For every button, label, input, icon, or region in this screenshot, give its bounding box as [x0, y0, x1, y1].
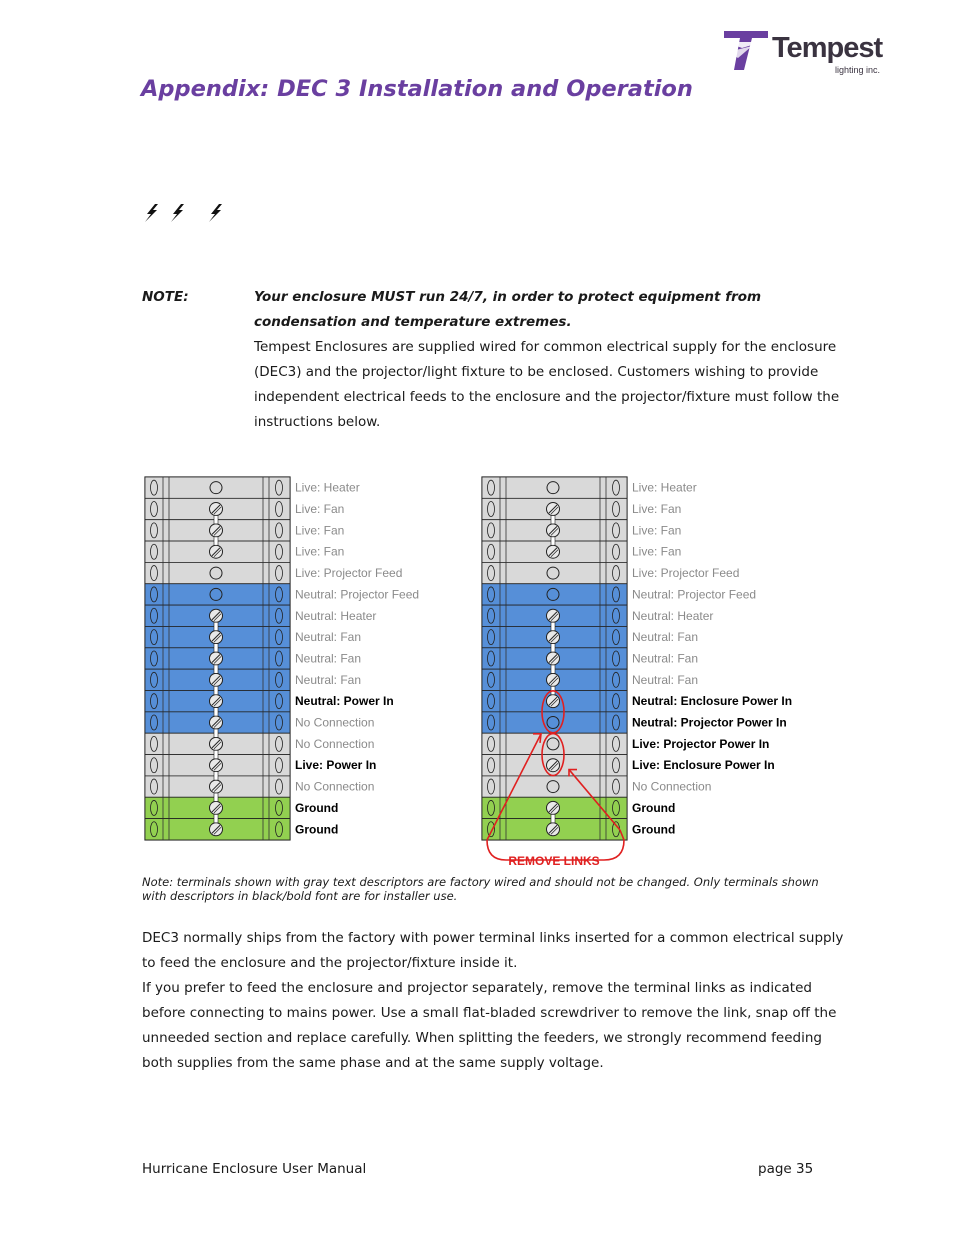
terminal-link	[214, 516, 218, 524]
wire-entry-icon	[276, 694, 283, 709]
body-paragraph-1: DEC3 normally ships from the factory with power terminal links inserted for a common electrical supply to feed the enclosure and the projector/fixture inside it.	[142, 930, 844, 971]
terminal-link	[214, 644, 218, 652]
terminal-link	[214, 686, 218, 694]
terminal-label: Neutral: Heater	[295, 608, 377, 623]
terminal-link	[214, 665, 218, 673]
right-terminal-block	[482, 477, 792, 840]
tempest-logo-icon	[722, 28, 770, 72]
terminal-row	[145, 584, 290, 605]
logo-tagline: lighting inc.	[835, 65, 881, 75]
terminal-row	[145, 562, 290, 583]
terminal-link	[214, 814, 218, 822]
wire-entry-icon	[488, 608, 495, 623]
terminal-label: Live: Heater	[295, 480, 360, 495]
terminal-hole-icon	[547, 781, 559, 793]
terminal-hole-icon	[547, 482, 559, 494]
wire-entry-icon	[613, 715, 620, 730]
terminal-label: Neutral: Fan	[295, 651, 362, 666]
wire-entry-icon	[276, 672, 283, 687]
terminal-hole-icon	[547, 717, 559, 729]
terminal-label: Live: Fan	[632, 523, 682, 538]
terminal-link	[214, 729, 218, 737]
wire-entry-icon	[151, 502, 158, 517]
terminal-label: Neutral: Fan	[632, 630, 699, 645]
terminal-link	[214, 708, 218, 716]
wire-entry-icon	[488, 587, 495, 602]
terminal-label: Live: Fan	[632, 544, 682, 559]
wire-entry-icon	[488, 480, 495, 495]
wire-entry-icon	[613, 651, 620, 666]
logo-wordmark: Tempest	[772, 32, 883, 64]
wire-entry-icon	[613, 523, 620, 538]
wire-entry-icon	[276, 715, 283, 730]
wire-entry-icon	[151, 715, 158, 730]
wire-entry-icon	[276, 587, 283, 602]
terminal-label: No Connection	[295, 736, 375, 751]
terminal-link	[214, 772, 218, 780]
terminal-label: Neutral: Projector Power In	[632, 715, 787, 730]
wire-entry-icon	[276, 822, 283, 837]
wire-entry-icon	[488, 694, 495, 709]
wire-entry-icon	[488, 736, 495, 751]
wire-entry-icon	[613, 672, 620, 687]
terminal-label: Live: Fan	[295, 523, 345, 538]
terminal-row	[482, 712, 627, 733]
wire-entry-icon	[488, 672, 495, 687]
terminal-hole-icon	[210, 567, 222, 579]
terminal-row	[482, 584, 627, 605]
wire-entry-icon	[151, 587, 158, 602]
terminal-link	[214, 750, 218, 758]
wire-entry-icon	[276, 523, 283, 538]
left-terminal-block	[145, 477, 419, 840]
wire-entry-icon	[613, 566, 620, 581]
wire-entry-icon	[488, 822, 495, 837]
terminal-label: Live: Heater	[632, 480, 697, 495]
note-text: Tempest Enclosures are supplied wired for common electrical supply for the enclosure (DEC3) and the projector/light fixture to be enclosed. Customers wishing to provide independent electrical feeds to the enclosure and the projector/fixture must follow the instructions below.	[254, 339, 840, 430]
terminal-link	[214, 622, 218, 630]
tempest-logo	[722, 28, 897, 76]
wire-entry-icon	[151, 672, 158, 687]
wire-entry-icon	[151, 480, 158, 495]
terminal-label: Live: Projector Power In	[632, 736, 770, 751]
wire-entry-icon	[276, 544, 283, 559]
wire-entry-icon	[613, 608, 620, 623]
wire-entry-icon	[151, 694, 158, 709]
terminal-label: Neutral: Power In	[295, 694, 394, 709]
lightning-bolt-icons	[141, 200, 231, 224]
terminal-link	[214, 793, 218, 801]
terminal-link	[551, 665, 555, 673]
wire-entry-icon	[151, 822, 158, 837]
wire-entry-icon	[151, 523, 158, 538]
lightning-bolt-icon	[171, 204, 184, 222]
wire-entry-icon	[276, 502, 283, 517]
terminal-label: Neutral: Fan	[632, 672, 699, 687]
wire-entry-icon	[488, 502, 495, 517]
wire-entry-icon	[488, 800, 495, 815]
note-label: NOTE:	[142, 289, 189, 305]
terminal-link	[551, 516, 555, 524]
terminal-link	[551, 814, 555, 822]
terminal-label: No Connection	[295, 715, 375, 730]
wire-entry-icon	[151, 736, 158, 751]
wire-entry-icon	[613, 587, 620, 602]
page-title: Appendix: DEC 3 Installation and Operation	[141, 76, 693, 102]
terminal-hole-icon	[547, 738, 559, 750]
wire-entry-icon	[276, 630, 283, 645]
terminal-label: Neutral: Heater	[632, 608, 714, 623]
wire-entry-icon	[276, 608, 283, 623]
wire-entry-icon	[613, 736, 620, 751]
terminal-row	[482, 776, 627, 797]
remove-links-label: REMOVE LINKS	[508, 854, 600, 868]
wire-entry-icon	[151, 544, 158, 559]
terminal-hole-icon	[210, 482, 222, 494]
terminal-label: Live: Fan	[632, 502, 682, 517]
terminal-label: Neutral: Projector Feed	[295, 587, 420, 602]
wire-entry-icon	[613, 758, 620, 773]
terminal-hole-icon	[210, 588, 222, 600]
wire-entry-icon	[151, 566, 158, 581]
wire-entry-icon	[276, 651, 283, 666]
wire-entry-icon	[613, 779, 620, 794]
terminal-label: Neutral: Fan	[632, 651, 699, 666]
terminal-link	[551, 644, 555, 652]
body-text	[142, 926, 852, 1076]
terminal-label: Ground	[295, 822, 339, 837]
terminal-label: No Connection	[632, 779, 712, 794]
wire-entry-icon	[151, 758, 158, 773]
wire-entry-icon	[488, 523, 495, 538]
terminal-row	[145, 477, 290, 498]
terminal-label: Live: Power In	[295, 758, 377, 773]
terminal-label: Ground	[632, 800, 676, 815]
terminal-row	[482, 562, 627, 583]
wire-entry-icon	[276, 779, 283, 794]
wire-entry-icon	[613, 694, 620, 709]
terminal-hole-icon	[547, 588, 559, 600]
terminal-hole-icon	[547, 567, 559, 579]
wire-entry-icon	[613, 630, 620, 645]
diagram-footnote: Note: terminals shown with gray text descriptors are factory wired and should not be changed. Only terminals shown with descriptors in black/bold font are for installer use.	[142, 875, 819, 903]
wire-entry-icon	[488, 715, 495, 730]
terminal-block-diagrams	[0, 470, 954, 870]
wire-entry-icon	[613, 544, 620, 559]
terminal-label: Ground	[632, 822, 676, 837]
wire-entry-icon	[488, 544, 495, 559]
note-body	[254, 285, 854, 435]
wire-entry-icon	[276, 758, 283, 773]
wire-entry-icon	[276, 800, 283, 815]
wire-entry-icon	[613, 800, 620, 815]
lightning-bolt-icon	[209, 204, 222, 222]
terminal-label: Live: Fan	[295, 502, 345, 517]
terminal-row	[482, 477, 627, 498]
wire-entry-icon	[613, 502, 620, 517]
wire-entry-icon	[488, 779, 495, 794]
terminal-label: Neutral: Projector Feed	[632, 587, 757, 602]
terminal-row	[482, 755, 627, 776]
terminal-label: No Connection	[295, 779, 375, 794]
wire-entry-icon	[276, 480, 283, 495]
terminal-label: Neutral: Fan	[295, 672, 362, 687]
wire-entry-icon	[276, 736, 283, 751]
terminal-label: Neutral: Fan	[295, 630, 362, 645]
footer-page-number: page 35	[758, 1161, 814, 1177]
note-emphasis: Your enclosure MUST run 24/7, in order to protect equipment from condensation and temperature extremes.	[254, 289, 762, 330]
lightning-bolt-icon	[145, 204, 158, 222]
terminal-label: Ground	[295, 800, 339, 815]
wire-entry-icon	[151, 608, 158, 623]
wire-entry-icon	[151, 779, 158, 794]
wire-entry-icon	[613, 480, 620, 495]
body-paragraph-2: If you prefer to feed the enclosure and projector separately, remove the terminal links as indicated before connecting to mains power. Use a small flat-bladed screwdriver to remove the link, snap off the unneeded section and replace carefully. When splitting the feeders, we strongly recommend feeding both supplies from the same phase and at the same supply voltage.	[142, 980, 837, 1071]
wire-entry-icon	[276, 566, 283, 581]
wire-entry-icon	[151, 800, 158, 815]
wire-entry-icon	[488, 758, 495, 773]
terminal-label: Live: Enclosure Power In	[632, 758, 775, 773]
wire-entry-icon	[488, 651, 495, 666]
wire-entry-icon	[488, 630, 495, 645]
terminal-label: Live: Projector Feed	[632, 566, 740, 581]
wire-entry-icon	[488, 566, 495, 581]
wire-entry-icon	[151, 630, 158, 645]
terminal-label: Neutral: Enclosure Power In	[632, 694, 793, 709]
terminal-row	[482, 733, 627, 754]
terminal-label: Live: Fan	[295, 544, 345, 559]
terminal-link	[214, 537, 218, 545]
wire-entry-icon	[151, 651, 158, 666]
terminal-link	[551, 537, 555, 545]
footer-manual-title: Hurricane Enclosure User Manual	[142, 1161, 367, 1177]
terminal-label: Live: Projector Feed	[295, 566, 403, 581]
terminal-link	[551, 622, 555, 630]
